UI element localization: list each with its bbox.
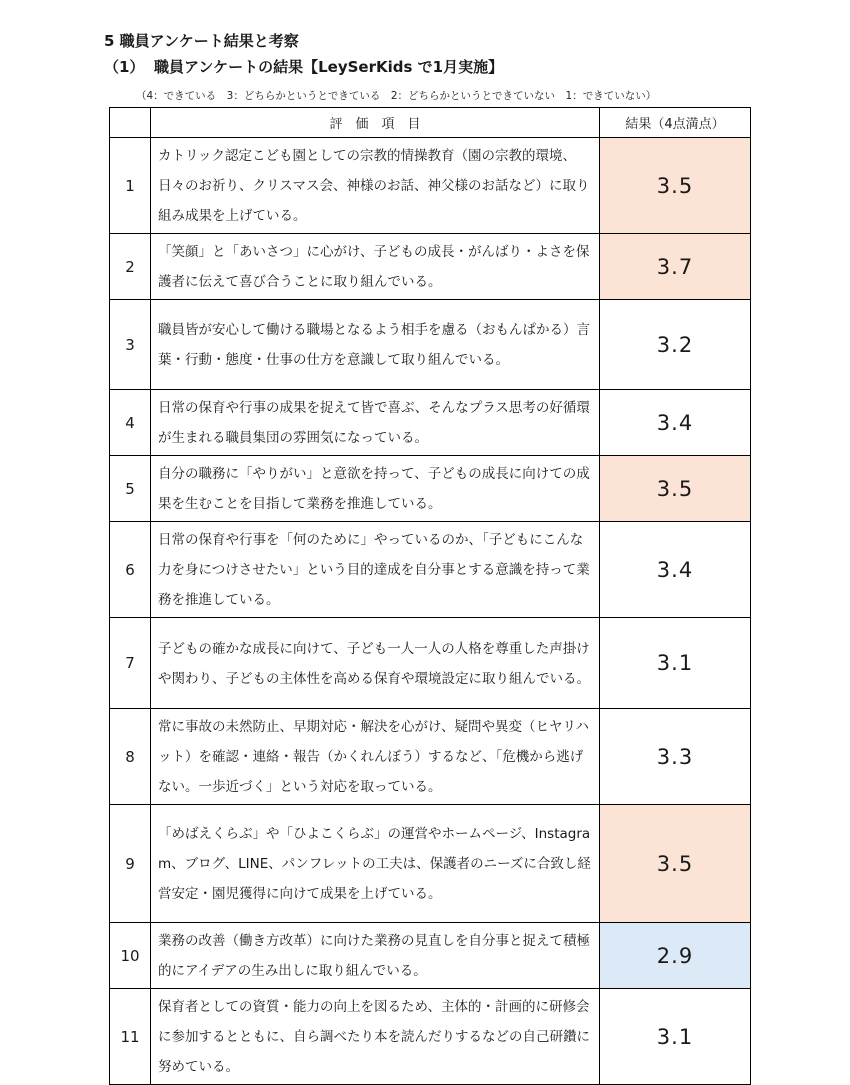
result-score: 3.4: [600, 390, 751, 456]
result-score: 3.5: [600, 456, 751, 522]
result-score: 3.5: [600, 138, 751, 234]
result-score: 3.3: [600, 709, 751, 805]
table-row: [110, 709, 751, 805]
evaluation-item-text: 職員皆が安心して働ける職場となるよう相手を慮る（おもんぱかる）言葉・行動・態度・仕事の仕方を意識して取り組んでいる。: [151, 300, 600, 390]
table-row: [110, 923, 751, 989]
table-row: [110, 300, 751, 390]
evaluation-item-text: 日常の保育や行事の成果を捉えて皆で喜ぶ、そんなプラス思考の好循環が生まれる職員集団の雰囲気になっている。: [151, 390, 600, 456]
evaluation-item-text: 常に事故の未然防止、早期対応・解決を心がけ、疑問や異変（ヒヤリハット）を確認・連絡・報告（かくれんぼう）するなど、「危機から逃げない。一歩近づく」という対応を取っている。: [151, 709, 600, 805]
evaluation-item-text: 保育者としての資質・能力の向上を図るため、主体的・計画的に研修会に参加するとともに、自ら調べたり本を読んだりするなどの自己研鑽に努めている。: [151, 989, 600, 1085]
result-score: 2.9: [600, 923, 751, 989]
table-row: [110, 989, 751, 1085]
header-evaluation-item: 評 価 項 目: [151, 108, 600, 138]
evaluation-item-text: 「笑顔」と「あいさつ」に心がけ、子どもの成長・がんばり・よさを保護者に伝えて喜び合うことに取り組んでいる。: [151, 234, 600, 300]
evaluation-item-text: カトリック認定こども園としての宗教的情操教育（園の宗教的環境、日々のお祈り、クリスマス会、神様のお話、神父様のお話など）に取り組み成果を上げている。: [151, 138, 600, 234]
table-row: [110, 618, 751, 709]
result-score: 3.1: [600, 618, 751, 709]
rating-scale-note: （4：できている 3：どちらかというとできている 2：どちらかというとできていない 1：できていない）: [136, 90, 657, 102]
table-row: [110, 456, 751, 522]
item-number: 8: [110, 709, 151, 805]
survey-results-table: [109, 107, 751, 1085]
result-score: 3.7: [600, 234, 751, 300]
item-number: 6: [110, 522, 151, 618]
table-row: [110, 522, 751, 618]
header-number: [110, 108, 151, 138]
table-row: [110, 390, 751, 456]
item-number: 4: [110, 390, 151, 456]
evaluation-item-text: 自分の職務に「やりがい」と意欲を持って、子どもの成長に向けての成果を生むことを目指して業務を推進している。: [151, 456, 600, 522]
subsection-title-text: 職員アンケートの結果【LeySerKids で1月実施】: [154, 58, 504, 76]
evaluation-item-text: 日常の保育や行事を「何のために」やっているのか、「子どもにこんな力を身につけさせたい」という目的達成を自分事とする意識を持って業務を推進している。: [151, 522, 600, 618]
evaluation-item-text: 業務の改善（働き方改革）に向けた業務の見直しを自分事と捉えて積極的にアイデアの生み出しに取り組んでいる。: [151, 923, 600, 989]
item-number: 3: [110, 300, 151, 390]
item-number: 10: [110, 923, 151, 989]
item-number: 7: [110, 618, 151, 709]
subsection-title: [104, 56, 503, 77]
subsection-number: （1）: [104, 58, 145, 76]
result-score: 3.4: [600, 522, 751, 618]
table-row: [110, 805, 751, 923]
item-number: 1: [110, 138, 151, 234]
table-row: [110, 234, 751, 300]
evaluation-item-text: 「めばえくらぶ」や「ひよこくらぶ」の運営やホームページ、Instagram、ブログ、LINE、パンフレットの工夫は、保護者のニーズに合致し経営安定・園児獲得に向けて成果を上げている。: [151, 805, 600, 923]
header-result: 結果（4点満点）: [600, 108, 751, 138]
result-score: 3.5: [600, 805, 751, 923]
evaluation-item-text: 子どもの確かな成長に向けて、子ども一人一人の人格を尊重した声掛けや関わり、子どもの主体性を高める保育や環境設定に取り組んでいる。: [151, 618, 600, 709]
table-header-row: [110, 108, 751, 138]
item-number: 5: [110, 456, 151, 522]
table-row: [110, 138, 751, 234]
item-number: 2: [110, 234, 151, 300]
item-number: 11: [110, 989, 151, 1085]
section-title: 5 職員アンケート結果と考察: [104, 32, 299, 50]
result-score: 3.2: [600, 300, 751, 390]
item-number: 9: [110, 805, 151, 923]
result-score: 3.1: [600, 989, 751, 1085]
